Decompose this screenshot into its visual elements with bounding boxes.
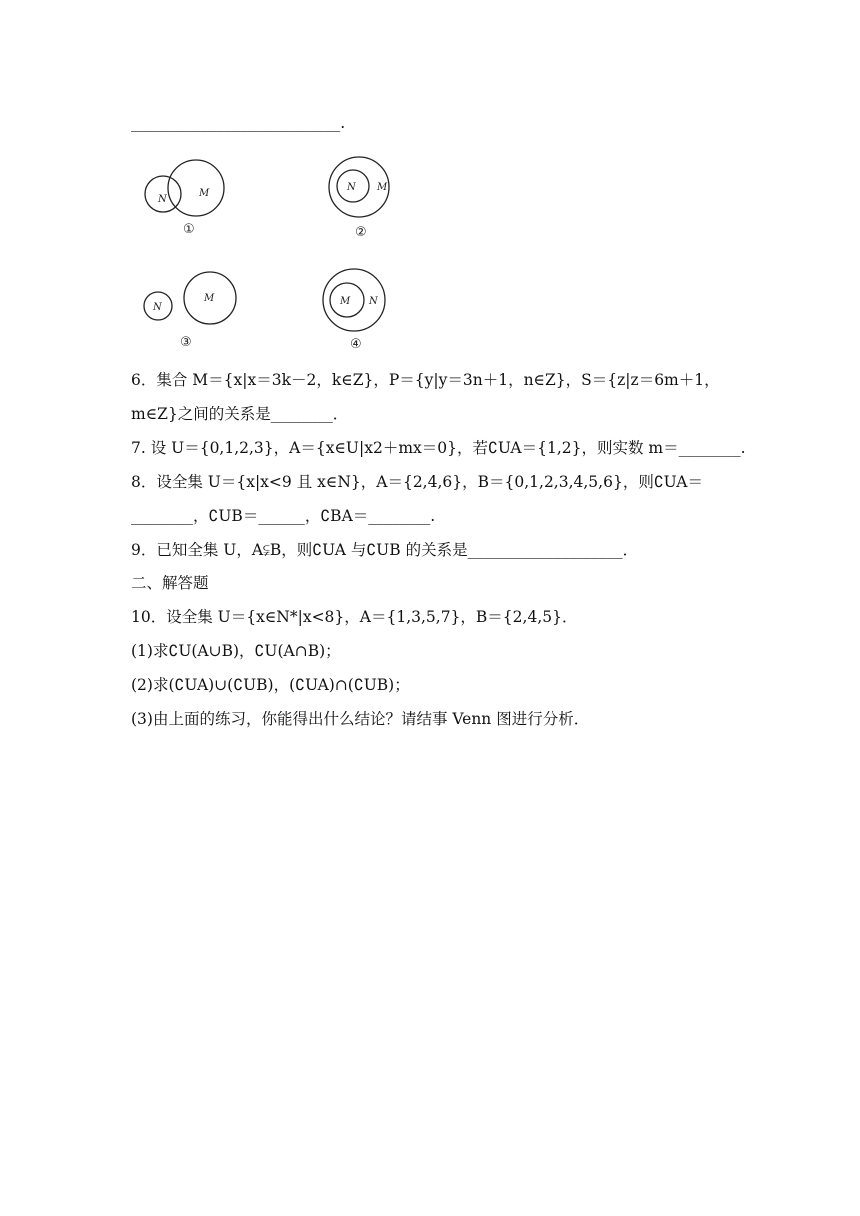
venn-caption-3: ③ [180,335,192,350]
question-9: 9．已知全集 U，A⫋B，则∁UA 与∁UB 的关系是____________________． [131,541,639,559]
label-m: M [199,188,210,199]
section-heading-solutions: 二、解答题 [131,574,209,592]
venn-diagram-4 [320,268,388,336]
venn-diagram-2 [327,156,393,224]
label-n: N [158,194,167,205]
question-10-part-3: (3)由上面的练习，你能得出什么结论？请结事 Venn 图进行分析． [131,710,590,728]
label-m: M [340,296,351,307]
venn-diagram-4-svg [320,268,388,332]
label-n: N [369,296,378,307]
venn-diagram-1 [140,160,240,226]
question-10-part-2: (2)求(∁UA)∪(∁UB)，(∁UA)∩(∁UB)； [131,676,410,694]
question-8-line-2: ________，∁UB＝______，∁BA＝________. [131,507,436,525]
venn-diagram-2-svg [327,156,393,220]
venn-caption-2: ② [355,225,367,240]
label-m: M [204,293,215,304]
answer-blank-line: ___________________________. [131,114,346,132]
question-8-line-1: 8．设全集 U＝{x|x<9 且 x∈N}，A＝{2,4,6}，B＝{0,1,2,3,4,5,6}，则∁UA＝ [131,473,703,491]
venn-diagram-1-svg [140,160,240,222]
question-10-part-1: (1)求∁U(A∪B)，∁U(A∩B)； [131,642,341,660]
question-6-line-1: 6．集合 M＝{x|x＝3k－2，k∈Z}，P＝{y|y＝3n＋1，n∈Z}，S＝{z|z＝6m＋1， [131,371,720,389]
venn-caption-1: ① [183,222,195,237]
label-n: N [153,302,162,313]
question-7: 7. 设 U＝{0,1,2,3}，A＝{x∈U|x2＋mx＝0}，若∁UA＝{1,2}，则实数 m＝________. [131,439,746,457]
label-m: M [377,182,388,193]
circle-m [168,160,224,216]
question-10: 10．设全集 U＝{x∈N*|x<8}，A＝{1,3,5,7}，B＝{2,4,5}． [131,608,578,626]
question-6-line-2: m∈Z}之间的关系是________． [131,405,349,423]
venn-diagram-3 [142,270,238,330]
venn-diagram-3-svg [142,270,238,326]
venn-caption-4: ④ [350,337,362,352]
label-n: N [347,182,356,193]
